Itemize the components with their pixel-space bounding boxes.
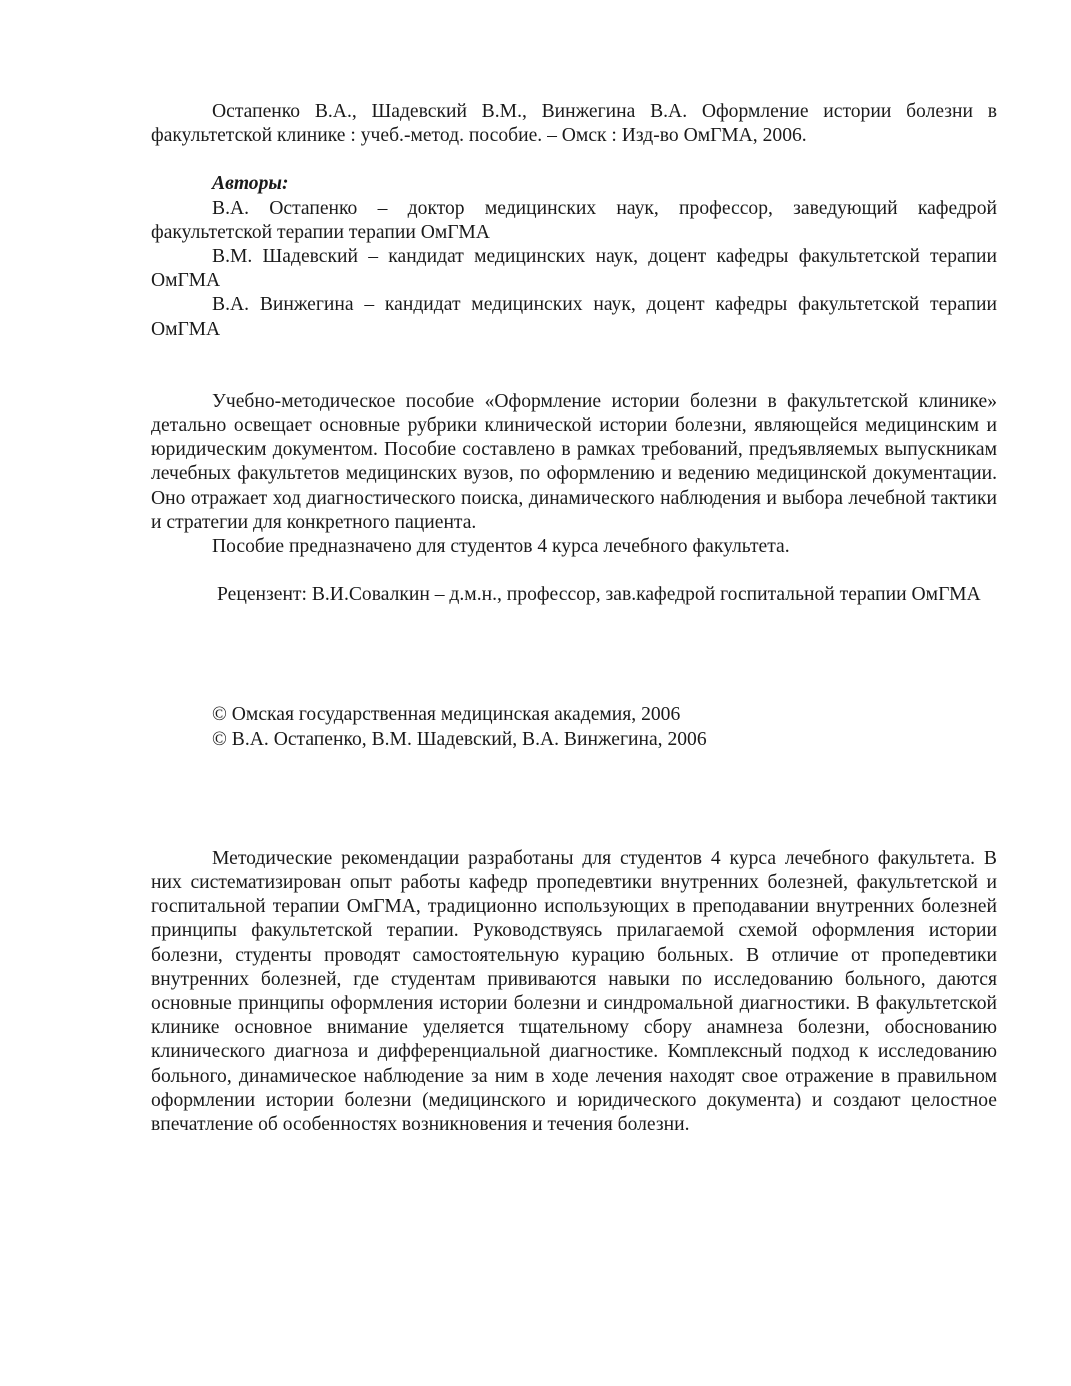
spacer xyxy=(151,342,997,390)
target-audience-paragraph: Пособие предназначено для студентов 4 курса лечебного факультета. xyxy=(212,536,790,558)
spacer xyxy=(151,752,997,847)
author-entry-3: В.А. Винжегина – кандидат медицинских наук, доцент кафедры факультетской терапии ОмГМА xyxy=(151,294,997,340)
copyright-authors: © В.А. Остапенко, В.М. Шадевский, В.А. Винжегина, 2006 xyxy=(212,728,707,750)
annotation-paragraph: Учебно-методическое пособие «Оформление истории болезни в факультетской клинике» детально освещает основные рубрики клинической истории болезни, являющейся медицинским и юридическим документом. Пособие составлено в рамках требований, предъявляемых выпускникам лечебных факультетов медицинских вузов, по оформлению и ведению медицинской документации. Оно отражает ход диагностического поиска, динамического наблюдения и выбора лечебной тактики и стратегии для конкретного пациента. xyxy=(151,390,997,533)
author-entry-1: В.А. Остапенко – доктор медицинских наук, профессор, заведующий кафедрой факультетской терапии терапии ОмГМА xyxy=(151,197,997,243)
spacer xyxy=(151,607,997,703)
copyright-academy: © Омская государственная медицинская академия, 2006 xyxy=(212,704,681,726)
document-page xyxy=(151,100,997,1137)
preface-paragraph: Методические рекомендации разработаны для студентов 4 курса лечебного факультета. В них систематизирован опыт работы кафедр пропедевтики внутренних болезней, факультетской и госпитальной терапии ОмГМА, традиционно использующих в преподавании внутренних болезней принципы факультетской терапии. Руководствуясь прилагаемой схемой оформления истории болезни, студенты проводят самостоятельную курацию больных. В отличие от пропедевтики внутренних болезней, где студентам прививаются навыки по исследованию больного, даются основные принципы оформления истории болезни и синдромальной диагностики. В факультетской клинике основное внимание уделяется тщательному сбору анамнеза болезни, обоснованию клинического диагноза и дифференциальной диагностике. Комплексный подход к исследованию больного, динамическое наблюдение за ним в ходе лечения находят свое отражение в правильном оформлении истории болезни (медицинского и юридического документа) и создают целостное впечатление об особенностях возникновения и течения болезни. xyxy=(151,847,997,1136)
authors-heading: Авторы: xyxy=(212,173,289,195)
spacer xyxy=(151,559,997,583)
spacer xyxy=(151,148,997,172)
author-entry-2: В.М. Шадевский – кандидат медицинских наук, доцент кафедры факультетской терапии ОмГМА xyxy=(151,246,997,292)
reviewer-paragraph: Рецензент: В.И.Совалкин – д.м.н., профессор, зав.кафедрой госпитальной терапии ОмГМА xyxy=(217,584,981,606)
citation: Остапенко В.А., Шадевский В.М., Винжегина В.А. Оформление истории болезни в факультетской клинике : учеб.-метод. пособие. – Омск : Изд-во ОмГМА, 2006. xyxy=(151,101,997,147)
